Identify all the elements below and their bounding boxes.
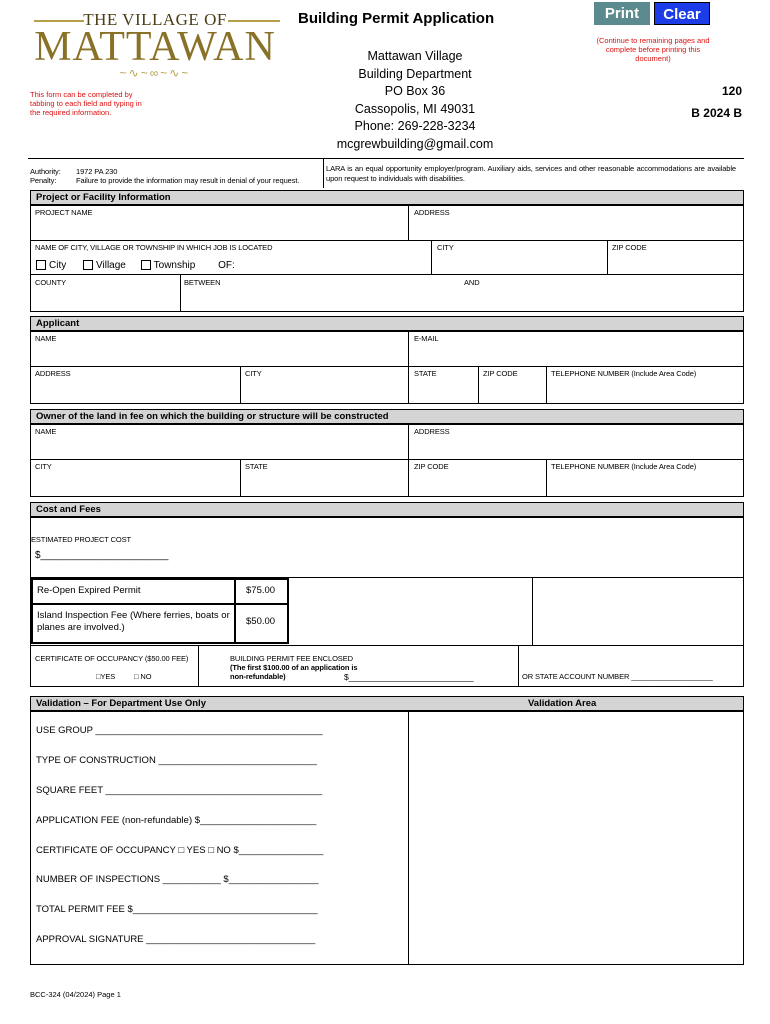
divider (478, 366, 479, 404)
jurisdiction-label: NAME OF CITY, VILLAGE OR TOWNSHIP IN WHICH JOB IS LOCATED (35, 243, 273, 252)
form-footer: BCC-324 (04/2024) Page 1 (30, 990, 121, 999)
project-name-label: PROJECT NAME (35, 208, 93, 217)
applicant-zip-label: ZIP CODE (483, 369, 518, 378)
owner-state-label: STATE (245, 462, 268, 471)
lara-statement: LARA is an equal opportunity employer/program. Auxiliary aids, services and other reasonable accommodations are available upon request to individuals with disabilities. (326, 164, 736, 183)
validation-area-label: Validation Area (528, 698, 597, 709)
section-owner: Owner of the land in fee on which the building or structure will be constructed (30, 409, 744, 424)
applicant-state-label: STATE (414, 369, 437, 378)
form-number: 120 (721, 84, 742, 98)
owner-city-label: CITY (35, 462, 52, 471)
construction-type-field[interactable]: TYPE OF CONSTRUCTION ______________________________ (36, 755, 317, 766)
divider (30, 274, 744, 275)
divider (546, 459, 547, 497)
city-option-label: City (49, 260, 67, 271)
state-account-field[interactable]: OR STATE ACCOUNT NUMBER ____________________ (522, 672, 713, 681)
divider (607, 240, 608, 274)
divider (198, 645, 199, 687)
divider (240, 459, 241, 497)
checkbox-icon: □ (134, 672, 141, 681)
section-project: Project or Facility Information (30, 190, 744, 205)
application-fee-field[interactable]: APPLICATION FEE (non-refundable) $______________________ (36, 815, 317, 826)
divider (234, 578, 236, 644)
bpf-amount-field[interactable]: $___________________________ (344, 672, 474, 682)
project-address-field[interactable] (410, 218, 743, 239)
between-label: BETWEEN (184, 278, 221, 287)
jurisdiction-name-field[interactable] (240, 258, 428, 273)
coo-yes-option[interactable] (96, 672, 115, 681)
between-field[interactable] (182, 288, 462, 311)
owner-address-field[interactable] (410, 437, 743, 458)
logo-rule-right (228, 20, 280, 22)
applicant-phone-label: TELEPHONE NUMBER (Include Area Code) (551, 369, 697, 378)
use-group-field[interactable]: USE GROUP ___________________________________________ (36, 725, 323, 736)
project-zip-label: ZIP CODE (612, 243, 647, 252)
divider (546, 366, 547, 404)
coo-yes-label: YES (100, 672, 116, 681)
estimated-cost-field[interactable]: $_______________________ (35, 550, 169, 561)
of-label: OF: (218, 260, 235, 271)
owner-zip-field[interactable] (410, 472, 545, 496)
divider (31, 603, 289, 605)
and-field[interactable] (464, 288, 743, 311)
divider (323, 158, 324, 188)
county-field[interactable] (31, 288, 179, 311)
clear-button[interactable]: Clear (654, 2, 710, 25)
bpf-note: (The first $100.00 of an application is non-refundable) (230, 663, 358, 681)
project-name-field[interactable] (31, 218, 407, 239)
divider (408, 366, 409, 404)
divider (30, 459, 744, 460)
applicant-name-field[interactable] (31, 344, 407, 365)
department-address (300, 48, 530, 153)
address-line: PO Box 36 (384, 84, 446, 98)
tab-note: This form can be completed by tabbing to each field and typing in the required information. (30, 90, 142, 117)
divider (30, 366, 744, 367)
island-inspection-fee: $50.00 (246, 616, 276, 627)
applicant-city-label: CITY (245, 369, 262, 378)
divider (30, 240, 744, 241)
project-city-field[interactable] (433, 252, 606, 273)
reopen-permit-label: Re-Open Expired Permit (37, 585, 141, 596)
approval-signature-field[interactable]: APPROVAL SIGNATURE ________________________________ (36, 934, 316, 945)
address-line: mcgrewbuilding@gmail.com (336, 136, 494, 151)
bpf-title: BUILDING PERMIT FEE ENCLOSED (230, 654, 353, 663)
project-address-label: ADDRESS (414, 208, 450, 217)
divider (240, 366, 241, 404)
village-option-label: Village (96, 260, 126, 271)
address-line: Mattawan Village (367, 49, 463, 63)
authority-value: 1972 PA 230 (76, 167, 118, 176)
page-title: Building Permit Application (298, 10, 495, 27)
reopen-permit-fee: $75.00 (246, 585, 276, 596)
coo-no-label: NO (140, 672, 152, 681)
township-option-label: Township (153, 260, 196, 271)
applicant-state-field[interactable] (410, 379, 477, 403)
divider (180, 274, 181, 312)
continue-note: (Continue to remaining pages and complete before printing this document) (596, 36, 710, 63)
form-code: B 2024 B (691, 106, 742, 120)
divider (431, 240, 432, 274)
owner-name-label: NAME (35, 427, 57, 436)
jurisdiction-type-group (36, 260, 235, 271)
divider (408, 331, 409, 366)
owner-phone-label: TELEPHONE NUMBER (Include Area Code) (551, 462, 697, 471)
and-label: AND (464, 278, 480, 287)
divider (532, 577, 533, 645)
applicant-name-label: NAME (35, 334, 57, 343)
divider (408, 424, 409, 497)
coo-no-option[interactable] (134, 672, 151, 681)
coo-label: CERTIFICATE OF OCCUPANCY ($50.00 FEE) (35, 654, 189, 663)
address-line: Cassopolis, MI 49031 (354, 101, 476, 116)
logo-top-text: THE VILLAGE OF (83, 10, 227, 29)
applicant-city-field[interactable] (242, 379, 407, 403)
project-city-label: CITY (437, 243, 454, 252)
divider (518, 645, 519, 687)
applicant-phone-field[interactable] (548, 379, 743, 403)
penalty-value: Failure to provide the information may result in denial of your request. (76, 176, 300, 185)
village-checkbox[interactable] (83, 260, 93, 270)
validation-box (30, 711, 744, 965)
township-checkbox[interactable] (141, 260, 151, 270)
project-zip-field[interactable] (609, 252, 743, 273)
owner-phone-field[interactable] (548, 472, 743, 496)
validation-header: Validation – For Department Use Only (36, 698, 206, 709)
owner-city-field[interactable] (31, 472, 239, 496)
applicant-email-field[interactable] (410, 344, 743, 365)
address-line: Building Department (358, 66, 472, 81)
square-feet-field[interactable]: SQUARE FEET _________________________________________ (36, 785, 323, 796)
applicant-address-label: ADDRESS (35, 369, 71, 378)
county-label: COUNTY (35, 278, 67, 287)
divider (408, 205, 409, 240)
authority-label: Authority: (30, 167, 61, 176)
applicant-zip-field[interactable] (480, 379, 545, 403)
owner-name-field[interactable] (31, 437, 407, 458)
checkbox-icon: □ (96, 672, 101, 681)
city-checkbox[interactable] (36, 260, 46, 270)
applicant-address-field[interactable] (31, 379, 239, 403)
inspections-field[interactable]: NUMBER OF INSPECTIONS ___________ $_________________ (36, 874, 319, 885)
print-button[interactable]: Print (594, 2, 650, 25)
certificate-occupancy-field[interactable]: CERTIFICATE OF OCCUPANCY □ YES □ NO $________________ (36, 845, 324, 856)
logo-ornament-icon: ~∿~∞~∿~ (119, 66, 191, 80)
logo-main-text: MATTAWAN (34, 24, 276, 70)
section-applicant: Applicant (30, 316, 744, 331)
owner-state-field[interactable] (242, 472, 407, 496)
penalty-label: Penalty: (30, 176, 57, 185)
estimated-cost-label: ESTIMATED PROJECT COST (31, 535, 132, 544)
divider (408, 711, 409, 965)
owner-address-label: ADDRESS (414, 427, 450, 436)
applicant-email-label: E-MAIL (414, 334, 439, 343)
section-fees: Cost and Fees (30, 502, 744, 517)
total-permit-fee-field[interactable]: TOTAL PERMIT FEE $___________________________________ (36, 904, 318, 915)
divider (30, 645, 744, 646)
section-validation (30, 696, 744, 711)
owner-zip-label: ZIP CODE (414, 462, 449, 471)
island-inspection-label: Island Inspection Fee (Where ferries, boats or planes are involved.) (37, 610, 230, 633)
address-line: Phone: 269-228-3234 (354, 119, 476, 133)
